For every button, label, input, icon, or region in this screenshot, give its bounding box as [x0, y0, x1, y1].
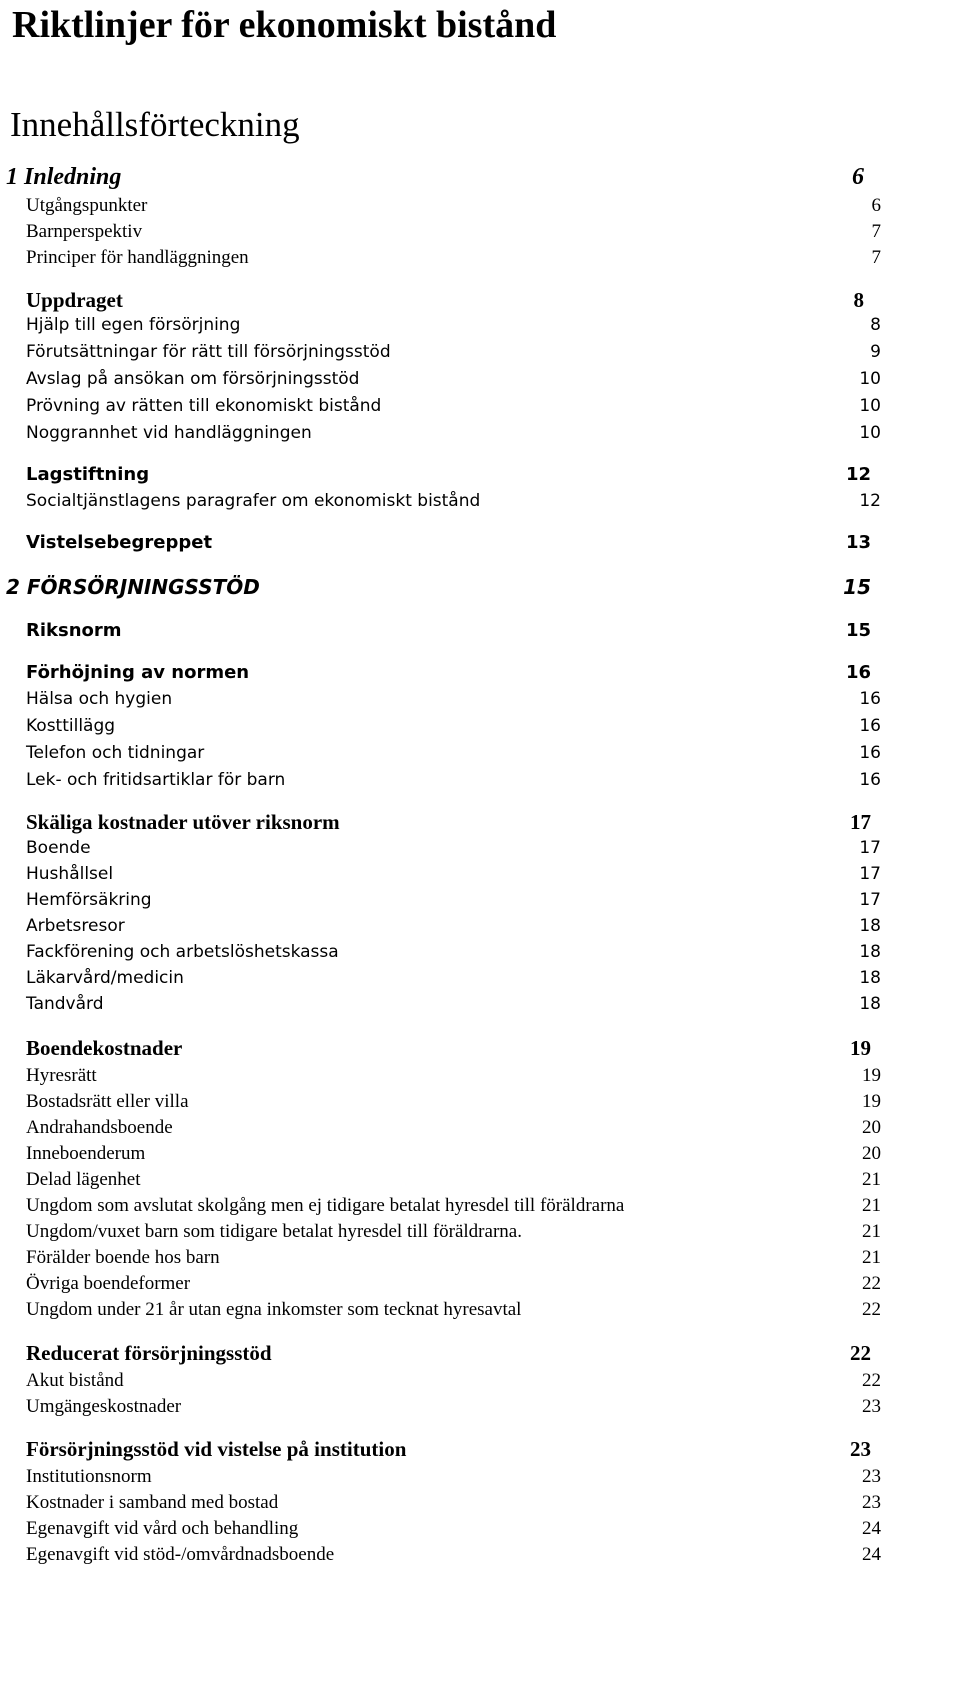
- toc-entry[interactable]: Hemförsäkring: [26, 890, 152, 910]
- toc-heading: Innehållsförteckning: [10, 105, 300, 144]
- toc-section-page: 22: [850, 1341, 871, 1365]
- toc-section-title[interactable]: Förhöjning av normen: [26, 662, 250, 683]
- toc-entry[interactable]: Hjälp till egen försörjning: [26, 315, 241, 335]
- toc-section-title[interactable]: Skäliga kostnader utöver riksnorm: [26, 810, 340, 834]
- toc-entry[interactable]: Institutionsnorm: [26, 1466, 152, 1487]
- toc-section-page: 23: [850, 1437, 871, 1461]
- toc-entry-page: 7: [871, 221, 881, 242]
- toc-entry-page: 22: [862, 1273, 881, 1294]
- toc-entry[interactable]: Arbetsresor: [26, 916, 125, 936]
- toc-entry[interactable]: Lek- och fritidsartiklar för barn: [26, 770, 286, 790]
- toc-entry-page: 21: [862, 1247, 881, 1268]
- toc-entry[interactable]: Kosttillägg: [26, 716, 116, 736]
- toc-entry[interactable]: Hälsa och hygien: [26, 689, 173, 709]
- toc-entry-page: 22: [862, 1299, 881, 1320]
- toc-section-page: 13: [845, 532, 871, 553]
- toc-entry[interactable]: Kostnader i samband med bostad: [26, 1492, 279, 1513]
- toc-entry[interactable]: Fackförening och arbetslöshetskassa: [26, 942, 339, 962]
- toc-chapter-page: 6: [852, 164, 864, 190]
- toc-entry-page: 8: [870, 315, 881, 335]
- toc-section-title[interactable]: Riksnorm: [26, 620, 122, 641]
- toc-entry[interactable]: Telefon och tidningar: [26, 743, 205, 763]
- toc-section-title[interactable]: Reducerat försörjningsstöd: [26, 1341, 272, 1365]
- toc-entry-page: 19: [862, 1091, 881, 1112]
- toc-chapter-page: 15: [843, 575, 871, 599]
- toc-entry-page: 20: [862, 1143, 881, 1164]
- toc-entry-page: 18: [859, 942, 881, 962]
- toc-entry-page: 6: [871, 195, 881, 216]
- toc-entry[interactable]: Principer för handläggningen: [26, 247, 249, 268]
- toc-entry[interactable]: Bostadsrätt eller villa: [26, 1091, 189, 1112]
- toc-entry-page: 7: [871, 247, 881, 268]
- toc-entry[interactable]: Noggrannhet vid handläggningen: [26, 423, 312, 443]
- toc-entry-page: 23: [862, 1466, 881, 1487]
- toc-entry-page: 12: [859, 491, 881, 511]
- toc-entry-page: 23: [862, 1396, 881, 1417]
- toc-entry-page: 19: [862, 1065, 881, 1086]
- toc-entry[interactable]: Prövning av rätten till ekonomiskt bistånd: [26, 396, 382, 416]
- toc-entry-page: 23: [862, 1492, 881, 1513]
- toc-chapter-title[interactable]: 1 Inledning: [6, 164, 122, 190]
- toc-entry[interactable]: Barnperspektiv: [26, 221, 143, 242]
- toc-entry[interactable]: Förutsättningar för rätt till försörjningsstöd: [26, 342, 391, 362]
- toc-entry-page: 17: [859, 864, 881, 884]
- toc-entry[interactable]: Akut bistånd: [26, 1370, 124, 1391]
- document-title: Riktlinjer för ekonomiskt bistånd: [12, 4, 557, 46]
- toc-entry[interactable]: Delad lägenhet: [26, 1169, 141, 1190]
- toc-section-page: 15: [845, 620, 871, 641]
- toc-entry[interactable]: Inneboenderum: [26, 1143, 146, 1164]
- toc-entry-page: 16: [859, 689, 881, 709]
- toc-section-title[interactable]: Försörjningsstöd vid vistelse på institution: [26, 1437, 407, 1461]
- toc-entry[interactable]: Avslag på ansökan om försörjningsstöd: [26, 369, 360, 389]
- toc-chapter-title[interactable]: 2 FÖRSÖRJNINGSSTÖD: [6, 575, 260, 599]
- toc-entry-page: 18: [859, 994, 881, 1014]
- toc-entry[interactable]: Hyresrätt: [26, 1065, 97, 1086]
- toc-entry[interactable]: Egenavgift vid vård och behandling: [26, 1518, 299, 1539]
- toc-entry-page: 10: [859, 423, 881, 443]
- toc-entry[interactable]: Egenavgift vid stöd-/omvårdnadsboende: [26, 1544, 335, 1565]
- toc-section-page: 16: [845, 662, 871, 683]
- toc-entry-page: 20: [862, 1117, 881, 1138]
- toc-entry[interactable]: Förälder boende hos barn: [26, 1247, 220, 1268]
- toc-section-page: 19: [850, 1036, 871, 1060]
- toc-entry[interactable]: Socialtjänstlagens paragrafer om ekonomiskt bistånd: [26, 491, 481, 511]
- toc-entry[interactable]: Umgängeskostnader: [26, 1396, 182, 1417]
- toc-section-title[interactable]: Boendekostnader: [26, 1036, 183, 1060]
- toc-section-page: 8: [853, 288, 864, 312]
- toc-entry-page: 10: [859, 396, 881, 416]
- toc-entry[interactable]: Andrahandsboende: [26, 1117, 173, 1138]
- toc-entry-page: 21: [862, 1195, 881, 1216]
- toc-entry-page: 24: [862, 1518, 881, 1539]
- toc-entry[interactable]: Läkarvård/medicin: [26, 968, 184, 988]
- toc-entry-page: 21: [862, 1221, 881, 1242]
- toc-entry[interactable]: Ungdom/vuxet barn som tidigare betalat hyresdel till föräldrarna.: [26, 1221, 522, 1242]
- toc-entry-page: 24: [862, 1544, 881, 1565]
- toc-section-title[interactable]: Vistelsebegreppet: [26, 532, 213, 553]
- toc-entry-page: 21: [862, 1169, 881, 1190]
- toc-entry-page: 17: [859, 838, 881, 858]
- toc-entry-page: 22: [862, 1370, 881, 1391]
- toc-entry[interactable]: Boende: [26, 838, 91, 858]
- toc-entry-page: 9: [870, 342, 881, 362]
- toc-entry-page: 16: [859, 743, 881, 763]
- toc-entry-page: 10: [859, 369, 881, 389]
- toc-entry[interactable]: Hushållsel: [26, 864, 114, 884]
- toc-entry-page: 17: [859, 890, 881, 910]
- toc-section-page: 12: [845, 464, 871, 485]
- toc-entry-page: 16: [859, 770, 881, 790]
- toc-entry[interactable]: Tandvård: [26, 994, 104, 1014]
- toc-entry[interactable]: Utgångspunkter: [26, 195, 148, 216]
- toc-section-page: 17: [850, 810, 871, 834]
- toc-section-title[interactable]: Uppdraget: [26, 288, 123, 312]
- toc-entry[interactable]: Ungdom under 21 år utan egna inkomster som tecknat hyresavtal: [26, 1299, 522, 1320]
- toc-entry[interactable]: Ungdom som avslutat skolgång men ej tidigare betalat hyresdel till föräldrarna: [26, 1195, 625, 1216]
- toc-entry[interactable]: Övriga boendeformer: [26, 1273, 191, 1294]
- toc-entry-page: 18: [859, 968, 881, 988]
- toc-entry-page: 16: [859, 716, 881, 736]
- toc-entry-page: 18: [859, 916, 881, 936]
- toc-section-title[interactable]: Lagstiftning: [26, 464, 150, 485]
